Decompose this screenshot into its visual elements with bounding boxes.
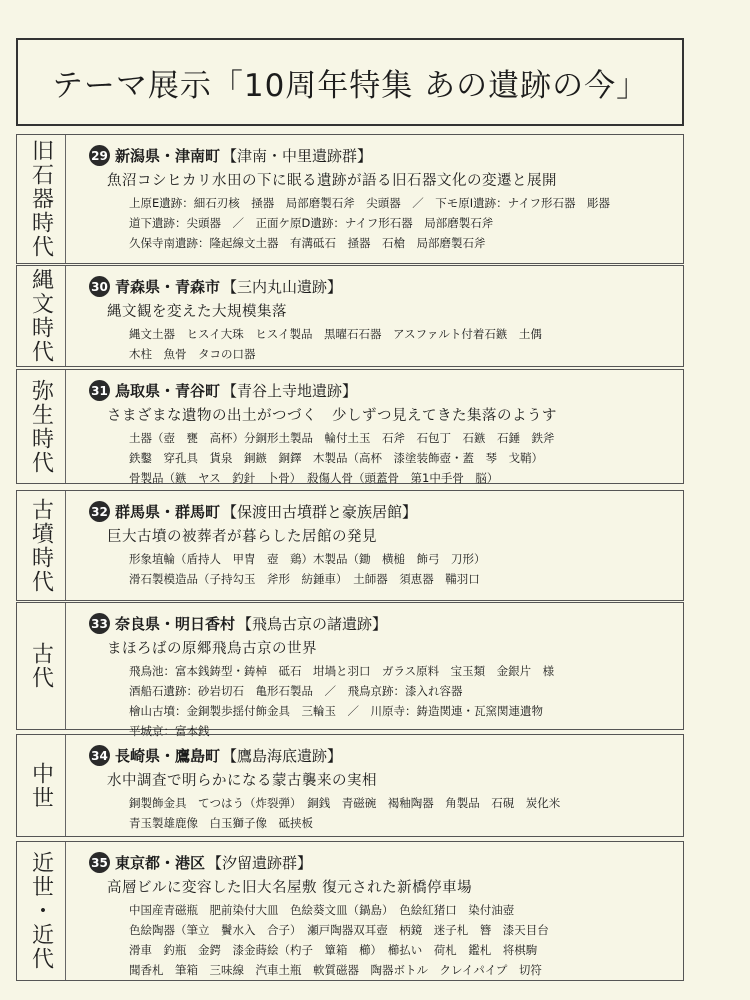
artifact-list-line: 中国産青磁瓶 肥前染付大皿 色絵葵文皿（鍋島） 色絵紅猪口 染付油壺	[129, 903, 515, 917]
section-heading	[89, 145, 677, 166]
section-row	[16, 369, 684, 484]
section-subtitle: 魚沼コシヒカリ水田の下に眠る遺跡が語る旧石器文化の変遷と展開	[107, 173, 557, 189]
location-label: 奈良県・明日香村	[115, 615, 236, 633]
period-label: 古墳時代	[28, 497, 54, 594]
period-label: 中世	[28, 761, 54, 810]
site-name: 【汐留遺跡群】	[207, 854, 313, 872]
site-name: 【鷹島海底遺跡】	[222, 747, 343, 765]
location-label: 新潟県・津南町	[115, 147, 221, 165]
period-label: 縄文時代	[28, 268, 54, 364]
artifact-list-line: 青玉製雄鹿像 白玉獅子像 砥挟板	[129, 816, 313, 830]
section-content	[89, 745, 677, 833]
site-name: 【飛鳥古京の諸遺跡】	[237, 615, 388, 633]
location-label: 群馬県・群馬町	[115, 503, 221, 521]
section-content	[89, 380, 677, 488]
section-number-badge: 32	[89, 501, 110, 522]
section-heading	[89, 613, 677, 634]
site-name: 【保渡田古墳群と豪族居館】	[222, 503, 418, 521]
artifact-list-line: 滑石製模造品（子持勾玉 斧形 紡錘車） 土師器 須恵器 鞴羽口	[129, 572, 480, 586]
section-number-badge: 35	[89, 852, 110, 873]
section-row	[16, 602, 684, 738]
period-cell	[17, 603, 66, 729]
location-label: 長崎県・鷹島町	[115, 747, 221, 765]
location-label: 東京都・港区	[115, 854, 206, 872]
section-row	[16, 841, 684, 981]
section-subtitle: 巨大古墳の被葬者が暮らした居館の発見	[107, 529, 377, 545]
section-subtitle: まほろばの原郷飛鳥古京の世界	[107, 641, 317, 657]
section-number-badge: 30	[89, 276, 110, 297]
artifact-list-line: 色絵陶器（筆立 鬢水入 合子） 瀬戸陶器双耳壺 柄鏡 迷子札 簪 漆天目台	[129, 923, 549, 937]
title-box	[16, 38, 684, 126]
section-heading	[89, 276, 677, 297]
period-cell	[17, 735, 66, 836]
site-name: 【津南・中里遺跡群】	[222, 147, 373, 165]
artifact-list-line: 木柱 魚骨 タコの口器	[129, 347, 256, 361]
artifact-list-line: 道下遺跡：尖頭器 ／ 正面ケ原D遺跡：ナイフ形石器 局部磨製石斧	[129, 216, 494, 230]
section-row	[16, 134, 684, 264]
artifact-list-line: 縄文土器 ヒスイ大珠 ヒスイ製品 黒曜石石器 アスファルト付着石鏃 土偶	[129, 327, 542, 341]
section-subtitle: 水中調査で明らかになる蒙古襲来の実相	[107, 773, 377, 789]
site-name: 【青谷上寺地遺跡】	[222, 382, 358, 400]
section-heading	[89, 380, 677, 401]
period-label: 旧石器時代	[28, 139, 54, 259]
period-cell	[17, 135, 66, 263]
period-cell	[17, 491, 66, 600]
artifact-list-line: 骨製品（鏃 ヤス 釣針 卜骨） 殺傷人骨（頭蓋骨 第1中手骨 脳）	[129, 471, 499, 485]
artifact-list-line: 土器（壺 甕 高杯）分銅形土製品 輪付土玉 石斧 石包丁 石鏃 石錘 鉄斧	[129, 431, 555, 445]
period-cell	[17, 370, 66, 483]
section-content	[89, 613, 677, 741]
artifact-list-line: 檜山古墳：金銅製歩揺付飾金具 三輪玉 ／ 川原寺：鋳造関連・瓦窯関連遺物	[129, 704, 543, 718]
section-content	[89, 276, 677, 364]
period-label: 弥生時代	[28, 378, 54, 475]
artifact-list-line: 滑車 釣瓶 金鍔 漆金蒔絵（杓子 簞箱 櫛） 櫛払い 荷札 鑑札 将棋駒	[129, 943, 538, 957]
section-subtitle: 縄文観を変えた大規模集落	[107, 304, 287, 320]
section-content	[89, 852, 677, 980]
period-cell	[17, 266, 66, 366]
section-subtitle: さまざまな遺物の出土がつづく 少しずつ見えてきた集落のようす	[107, 408, 557, 424]
page-title: テーマ展示「10周年特集 あの遺跡の今」	[51, 67, 649, 104]
artifact-list-line: 酒船石遺跡：砂岩切石 亀形石製品 ／ 飛鳥京跡：漆入れ容器	[129, 684, 463, 698]
section-row	[16, 490, 684, 601]
location-label: 青森県・青森市	[115, 278, 221, 296]
artifact-list-line: 聞香札 筆箱 三味線 汽車土瓶 軟質磁器 陶器ボトル クレイパイプ 切符	[129, 963, 542, 977]
period-cell	[17, 842, 66, 980]
location-label: 鳥取県・青谷町	[115, 382, 221, 400]
artifact-list-line: 久保寺南遺跡：隆起線文土器 有溝砥石 掻器 石槍 局部磨製石斧	[129, 236, 486, 250]
section-content	[89, 145, 677, 253]
section-subtitle: 高層ビルに変容した旧大名屋敷 復元された新橋停車場	[107, 880, 473, 896]
period-label: 近世・近代	[28, 851, 54, 971]
artifact-list-line: 銅製飾金具 てつはう（炸裂弾） 銅銭 青磁碗 褐釉陶器 角製品 石硯 炭化米	[129, 796, 561, 810]
section-heading	[89, 501, 677, 522]
site-name: 【三内丸山遺跡】	[222, 278, 343, 296]
artifact-list-line: 上原E遺跡：細石刃核 掻器 局部磨製石斧 尖頭器 ／ 下モ原Ⅰ遺跡：ナイフ形石器 彫器	[129, 196, 611, 210]
section-heading	[89, 745, 677, 766]
period-label: 古代	[28, 642, 54, 690]
section-number-badge: 31	[89, 380, 110, 401]
artifact-list-line: 鉄鑿 穿孔具 貨泉 銅鏃 銅鐸 木製品（高杯 漆塗装飾壺・蓋 琴 戈鞘）	[129, 451, 543, 465]
section-row	[16, 734, 684, 837]
section-number-badge: 34	[89, 745, 110, 766]
section-number-badge: 29	[89, 145, 110, 166]
section-heading	[89, 852, 677, 873]
section-row	[16, 265, 684, 367]
section-content	[89, 501, 677, 589]
section-number-badge: 33	[89, 613, 110, 634]
artifact-list-line: 飛鳥池：富本銭鋳型・鋳棹 砥石 坩堝と羽口 ガラス原料 宝玉類 金銀片 様	[129, 664, 555, 678]
artifact-list-line: 平城京：富本銭	[129, 724, 210, 738]
artifact-list-line: 形象埴輪（盾持人 甲冑 壺 鶏）木製品（鋤 横槌 飾弓 刀形）	[129, 552, 486, 566]
